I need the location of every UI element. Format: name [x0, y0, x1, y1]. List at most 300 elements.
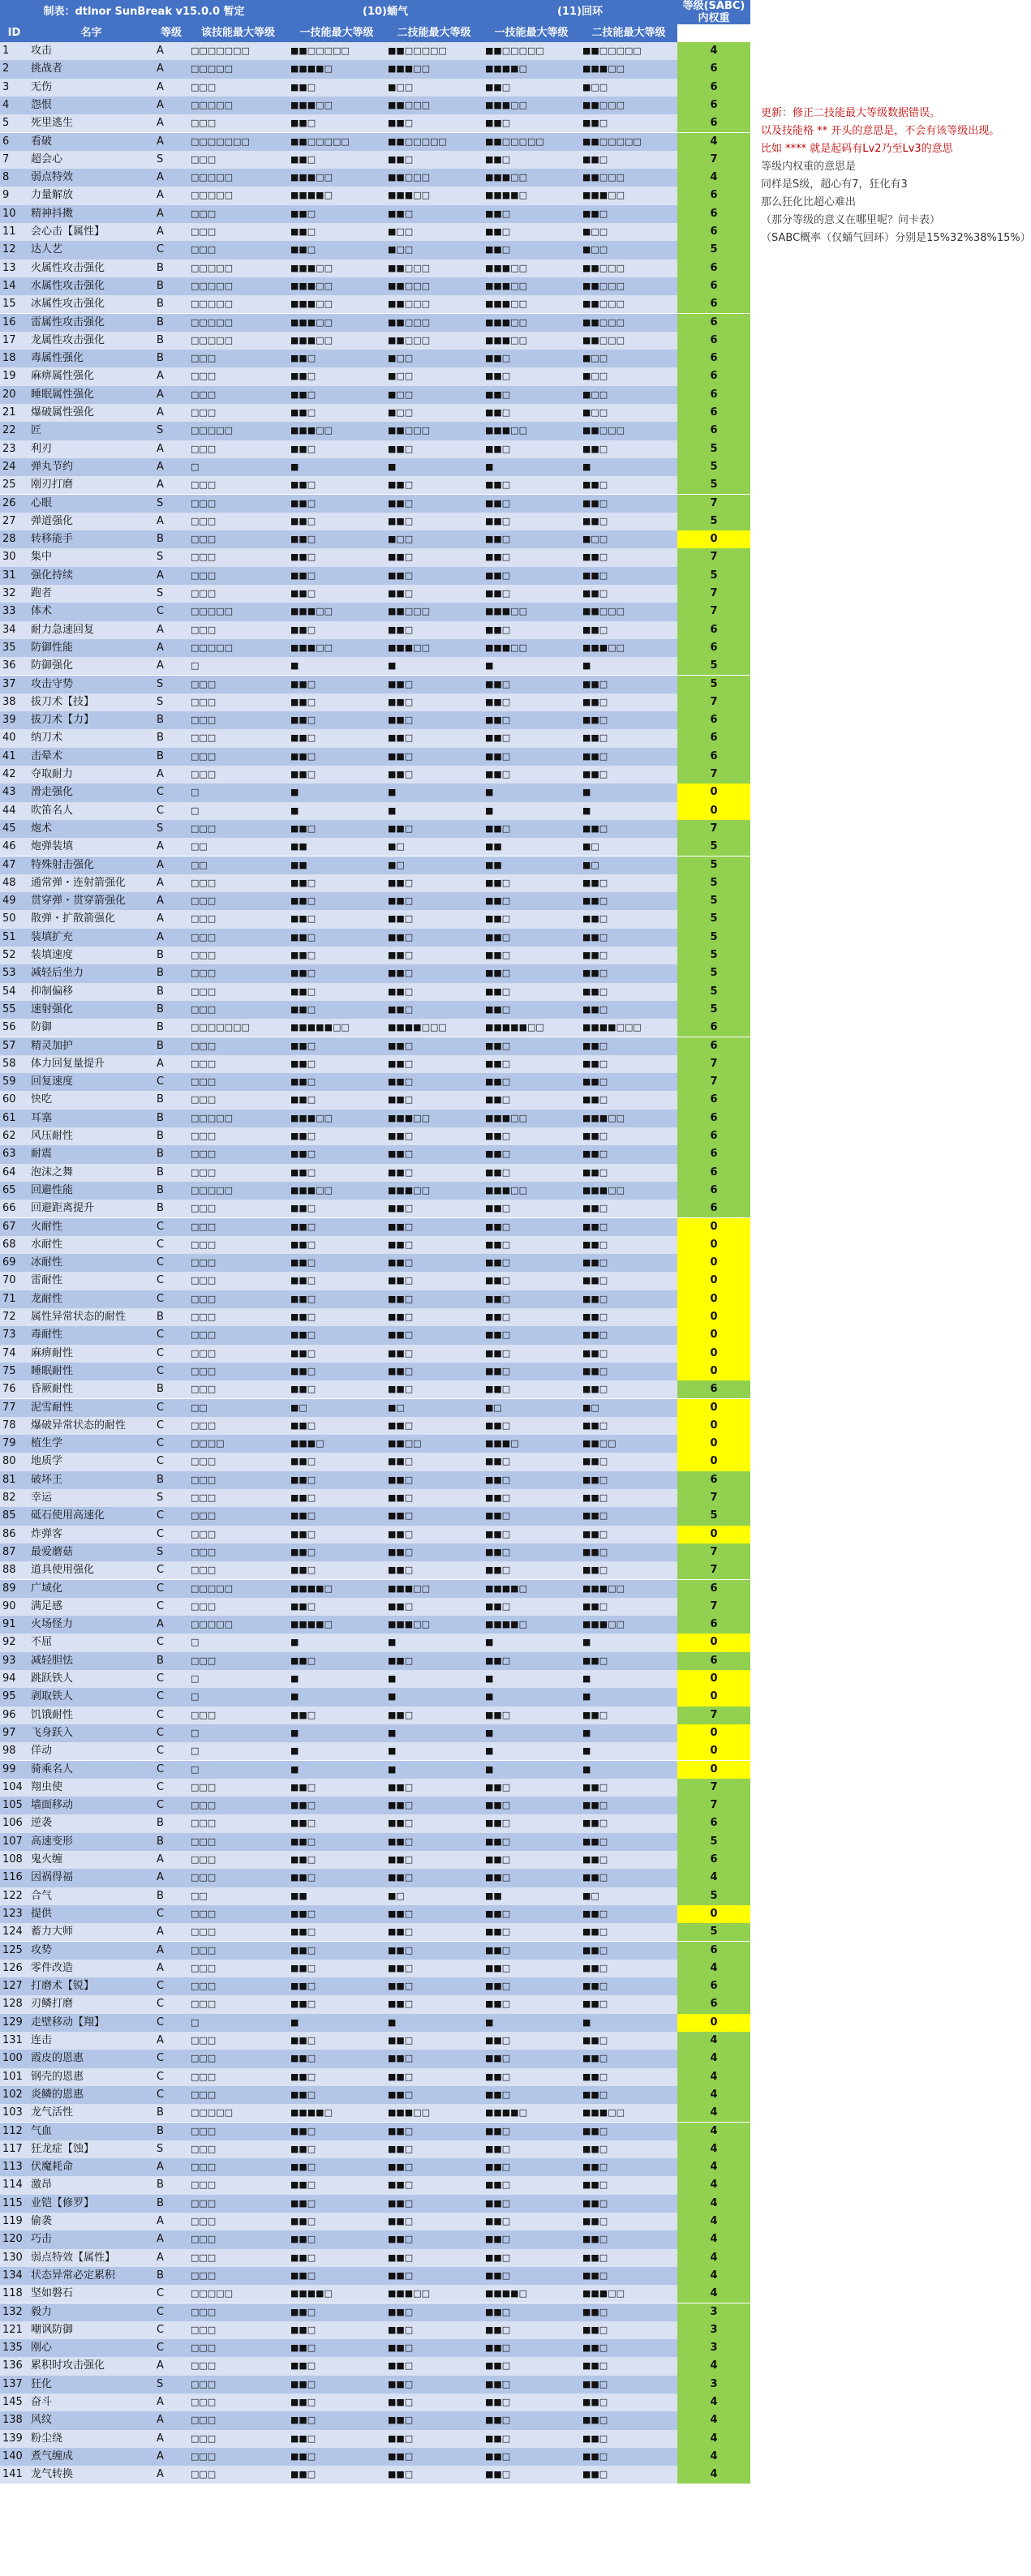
table-cell: ■■□ [580, 2158, 677, 2176]
table-cell: ■■□□□□□ [288, 133, 385, 151]
rank-weight: 5 [677, 241, 750, 259]
table-cell: ■□ [580, 857, 677, 874]
table-cell: ■■□□□ [580, 260, 677, 277]
table-cell: □□□ [188, 1164, 288, 1182]
rank-weight: 6 [677, 1164, 750, 1182]
table-cell: 跑者 [28, 585, 154, 603]
table-cell: ■■□□□ [580, 603, 677, 620]
rank-weight: 6 [677, 97, 750, 114]
rank-weight: 0 [677, 1399, 750, 1417]
rank-weight: 0 [677, 1308, 750, 1326]
table-cell: □□□ [188, 513, 288, 530]
table-cell: 麻痹属性强化 [28, 367, 154, 385]
table-cell: □□□ [188, 1272, 288, 1290]
table-cell: □□□ [188, 748, 288, 766]
table-cell: 23 [0, 440, 28, 458]
table-cell: ■■□ [288, 2032, 385, 2050]
table-cell: 15 [0, 295, 28, 313]
table-cell: ■■□ [483, 2230, 580, 2248]
rank-weight: 0 [677, 1453, 750, 1470]
table-cell: 72 [0, 1308, 28, 1326]
rank-weight: 6 [677, 1091, 750, 1109]
table-cell: 火属性攻击强化 [28, 260, 154, 277]
table-cell: ■■□ [385, 1055, 483, 1073]
rank-weight: 0 [677, 1905, 750, 1923]
table-cell: 5 [0, 114, 28, 132]
table-cell: ■■■■□ [288, 187, 385, 204]
table-cell: 7 [0, 151, 28, 169]
rank-weight: 7 [677, 1543, 750, 1561]
table-cell: A [154, 874, 188, 892]
table-cell: ■■□ [288, 1833, 385, 1851]
table-cell: ■■□ [580, 1779, 677, 1797]
table-cell: B [154, 1814, 188, 1832]
table-cell: ■■□ [385, 1363, 483, 1380]
table-cell: 37 [0, 676, 28, 693]
table-cell: □□□ [188, 2176, 288, 2194]
table-cell: □□□ [188, 205, 288, 223]
table-cell: ■■□ [288, 874, 385, 892]
table-cell: ■■□ [288, 2050, 385, 2067]
table-cell: 雷耐性 [28, 1272, 154, 1290]
table-cell: ■■■□□ [483, 295, 580, 313]
table-cell: ■■□ [483, 1797, 580, 1814]
table-cell: ■■□ [483, 1453, 580, 1470]
table-cell: C [154, 1779, 188, 1797]
table-cell: B [154, 1019, 188, 1037]
table-cell: ■■□ [580, 567, 677, 585]
table-cell: ■■□ [288, 1164, 385, 1182]
table-cell: 78 [0, 1417, 28, 1435]
table-cell: ■■□ [288, 2448, 385, 2466]
rank-weight: 4 [677, 2285, 750, 2303]
table-cell: ■■□ [483, 548, 580, 566]
table-cell: C [154, 2050, 188, 2067]
table-cell: □ [188, 1724, 288, 1742]
table-cell: ■■■□□ [483, 260, 580, 277]
table-cell: 匠 [28, 422, 154, 440]
table-cell: ■ [580, 657, 677, 675]
table-cell: ■■□ [580, 2321, 677, 2339]
table-cell: ■■□ [385, 2086, 483, 2104]
table-cell: ■■□ [288, 2068, 385, 2086]
table-cell: ■ [385, 1670, 483, 1688]
table-cell: ■■■■■□□ [483, 1019, 580, 1037]
table-cell: 102 [0, 2086, 28, 2104]
table-cell: ■■□ [385, 874, 483, 892]
table-cell: ■■□ [288, 1345, 385, 1363]
table-cell: ■■■□□ [580, 2104, 677, 2122]
table-cell: ■■□ [288, 2158, 385, 2176]
table-cell: ■■□ [580, 766, 677, 784]
table-cell: ■■□ [580, 1814, 677, 1832]
table-cell: ■■■■□ [483, 187, 580, 204]
table-cell: A [154, 2213, 188, 2230]
table-cell: C [154, 1290, 188, 1308]
table-cell: C [154, 1670, 188, 1688]
table-cell: 21 [0, 404, 28, 422]
table-cell: A [154, 1869, 188, 1887]
table-cell: C [154, 1272, 188, 1290]
table-cell: 龙耐性 [28, 1290, 154, 1308]
table-cell: ■■□ [580, 2123, 677, 2140]
table-cell: □□□ [188, 2448, 288, 2466]
table-cell: ■■□ [288, 1526, 385, 1543]
table-cell: □□□ [188, 1453, 288, 1470]
table-cell: □□□ [188, 1797, 288, 1814]
table-cell: B [154, 1037, 188, 1055]
table-cell: 33 [0, 603, 28, 620]
table-cell: □□□□□□□ [188, 42, 288, 60]
rank-weight: 4 [677, 2213, 750, 2230]
table-cell: 118 [0, 2285, 28, 2303]
table-cell: ■■□ [385, 2411, 483, 2429]
table-cell: ■ [483, 458, 580, 476]
table-cell: ■■□ [580, 1977, 677, 1995]
table-cell: ■■□ [580, 2195, 677, 2213]
table-cell: 28 [0, 530, 28, 548]
table-cell: 47 [0, 857, 28, 874]
table-cell: ■■□ [288, 440, 385, 458]
table-cell: ■ [483, 1761, 580, 1779]
table-cell: ■■□ [483, 2050, 580, 2067]
table-cell: ■■□ [580, 1164, 677, 1182]
table-cell: ■■□ [483, 1652, 580, 1670]
table-cell: ■■□ [288, 2303, 385, 2321]
table-cell: 113 [0, 2158, 28, 2176]
table-cell: ■■□ [483, 1073, 580, 1091]
table-cell: 奋斗 [28, 2394, 154, 2411]
table-cell: 92 [0, 1634, 28, 1651]
rank-weight: 7 [677, 1055, 750, 1073]
table-cell: A [154, 1851, 188, 1869]
rank-weight: 5 [677, 440, 750, 458]
table-cell: ■■□ [580, 1995, 677, 2013]
table-cell: 龙气活性 [28, 2104, 154, 2122]
table-cell: ■■□ [385, 2466, 483, 2484]
table-cell: 79 [0, 1435, 28, 1453]
table-cell: ■■□ [483, 2068, 580, 2086]
rank-weight: 6 [677, 187, 750, 204]
table-cell: ■■□ [580, 748, 677, 766]
table-cell: 108 [0, 1851, 28, 1869]
table-cell: 爆破异常状态的耐性 [28, 1417, 154, 1435]
table-cell: 精神抖擞 [28, 205, 154, 223]
table-cell: ■■□ [483, 2357, 580, 2375]
rank-weight: 6 [677, 1110, 750, 1127]
table-cell: ■■□ [385, 1995, 483, 2013]
table-cell: A [154, 223, 188, 241]
rank-weight: 6 [677, 295, 750, 313]
table-cell: □□□□□□□ [188, 133, 288, 151]
table-cell: □□□□□ [188, 295, 288, 313]
table-cell: ■■□□ [385, 1435, 483, 1453]
table-cell: 佯动 [28, 1742, 154, 1760]
table-cell: ■■□ [288, 1995, 385, 2013]
table-cell: 墙面移动 [28, 1797, 154, 1814]
table-cell: 业铠【修罗】 [28, 2195, 154, 2213]
table-cell: A [154, 1942, 188, 1960]
rank-weight: 6 [677, 729, 750, 747]
table-cell: ■■□ [288, 2195, 385, 2213]
table-cell: □ [188, 1688, 288, 1706]
table-cell: ■■□ [483, 2158, 580, 2176]
note-line: 那么狂化比超心难出 [761, 196, 857, 208]
table-cell: ■■□ [385, 1290, 483, 1308]
table-cell: A [154, 1923, 188, 1941]
table-cell: ■■ [288, 857, 385, 874]
table-cell: ■■□ [483, 766, 580, 784]
table-cell: ■■□ [385, 2176, 483, 2194]
table-cell: □□□ [188, 1308, 288, 1326]
table-cell: □□□ [188, 1290, 288, 1308]
table-cell: B [154, 2123, 188, 2140]
table-cell: ■■■□□ [288, 97, 385, 114]
table-cell: 63 [0, 1145, 28, 1163]
table-cell: ■■□ [483, 1290, 580, 1308]
table-cell: □□□ [188, 2339, 288, 2357]
table-cell: 122 [0, 1887, 28, 1905]
table-cell: □□□ [188, 367, 288, 385]
table-cell: ■■□ [288, 947, 385, 964]
table-cell: C [154, 1742, 188, 1760]
table-cell: ■□□ [385, 367, 483, 385]
table-cell: S [154, 820, 188, 838]
table-cell: □□□ [188, 585, 288, 603]
table-cell: ■□□ [580, 530, 677, 548]
table-cell: ■■■□□ [385, 2104, 483, 2122]
table-cell: ■■□ [385, 2213, 483, 2230]
table-cell: ■■□□□ [385, 422, 483, 440]
table-cell: ■■□ [385, 151, 483, 169]
table-cell: ■■□ [385, 711, 483, 729]
table-cell: ■■□ [288, 1037, 385, 1055]
table-cell: ■■□ [580, 1869, 677, 1887]
table-cell: ■■□ [580, 1091, 677, 1109]
table-cell: ■□□ [385, 350, 483, 367]
table-cell: ■■□ [385, 929, 483, 947]
table-cell: ■■□□□ [580, 277, 677, 295]
table-cell: ■■■□□ [385, 639, 483, 657]
table-cell: 44 [0, 802, 28, 820]
table-cell: C [154, 603, 188, 620]
table-cell: ■■□ [483, 2213, 580, 2230]
table-cell: 125 [0, 1942, 28, 1960]
table-cell: ■■□ [288, 1326, 385, 1344]
table-cell: □□ [188, 1887, 288, 1905]
table-cell: ■■■□□ [483, 169, 580, 187]
table-cell: 41 [0, 748, 28, 766]
table-cell: ■■□ [483, 748, 580, 766]
table-cell: ■ [580, 1761, 677, 1779]
rank-weight: 5 [677, 892, 750, 910]
table-cell: ■■□ [288, 2394, 385, 2411]
table-cell: C [154, 1561, 188, 1579]
table-cell: ■■□ [483, 2195, 580, 2213]
rank-weight: 0 [677, 784, 750, 801]
table-cell: ■■■□□ [288, 314, 385, 332]
table-cell: ■■□ [580, 2176, 677, 2194]
table-cell: C [154, 1399, 188, 1417]
table-cell: 13 [0, 260, 28, 277]
table-cell: ■■□ [580, 1308, 677, 1326]
table-cell: ■■□ [483, 1905, 580, 1923]
table-cell: 115 [0, 2195, 28, 2213]
table-cell: 集中 [28, 548, 154, 566]
table-cell: B [154, 1471, 188, 1489]
table-cell: ■■□ [385, 2339, 483, 2357]
rank-weight: 6 [677, 1200, 750, 1217]
rank-weight: 6 [677, 367, 750, 385]
rank-weight: 4 [677, 133, 750, 151]
table-cell: □□□□□ [188, 1616, 288, 1634]
table-cell: ■■□ [288, 2140, 385, 2158]
table-cell: ■■□ [580, 2448, 677, 2466]
table-cell: □□□ [188, 1960, 288, 1977]
table-cell: 弹丸节约 [28, 458, 154, 476]
table-cell: 累积时攻击强化 [28, 2357, 154, 2375]
rank-weight: 5 [677, 1507, 750, 1525]
table-cell: ■■□ [385, 2032, 483, 2050]
table-cell: 特殊射击强化 [28, 857, 154, 874]
table-cell: A [154, 169, 188, 187]
table-cell: ■■□ [580, 2140, 677, 2158]
table-cell: ■ [385, 1724, 483, 1742]
table-cell: 52 [0, 947, 28, 964]
table-cell: □□□ [188, 241, 288, 259]
rank-weight: 6 [677, 1019, 750, 1037]
table-cell: ■■□ [385, 766, 483, 784]
rank-weight: 6 [677, 260, 750, 277]
table-cell: ■□□ [580, 223, 677, 241]
table-cell: ■■□ [483, 1218, 580, 1236]
table-cell: ■■■□□ [385, 187, 483, 204]
table-cell: 117 [0, 2140, 28, 2158]
table-cell: A [154, 404, 188, 422]
table-cell: 40 [0, 729, 28, 747]
table-cell: 速射强化 [28, 1001, 154, 1019]
table-cell: ■■□ [483, 1851, 580, 1869]
rank-weight: 6 [677, 1616, 750, 1634]
table-cell: ■■■□□ [288, 277, 385, 295]
rank-weight: 5 [677, 1833, 750, 1851]
table-cell: ■■□ [385, 1779, 483, 1797]
table-cell: 114 [0, 2176, 28, 2194]
table-cell: ■■□ [580, 513, 677, 530]
table-cell: 回避距离提升 [28, 1200, 154, 1217]
table-cell: 装填速度 [28, 947, 154, 964]
table-cell: A [154, 766, 188, 784]
rank-weight: 0 [677, 530, 750, 548]
table-cell: ■■□ [580, 1471, 677, 1489]
table-cell: 弱点特效 [28, 169, 154, 187]
table-cell: 131 [0, 2032, 28, 2050]
table-cell: ■■□ [483, 1960, 580, 1977]
table-cell: 57 [0, 1037, 28, 1055]
table-cell: ■■□ [288, 693, 385, 711]
table-cell: 不屈 [28, 1634, 154, 1651]
col-header-s2: 二技能最大等级 [580, 24, 677, 42]
table-cell: ■■□ [288, 1707, 385, 1724]
table-cell: ■■□ [385, 2430, 483, 2448]
table-cell: ■□□ [385, 79, 483, 97]
table-cell: ■■□ [288, 748, 385, 766]
table-cell: 狂化 [28, 2376, 154, 2394]
table-cell: 炸弹客 [28, 1526, 154, 1543]
table-cell: ■■□ [385, 1272, 483, 1290]
table-cell: 48 [0, 874, 28, 892]
table-cell: ■ [483, 784, 580, 801]
rank-weight: 4 [677, 2086, 750, 2104]
table-cell: □□□ [188, 1363, 288, 1380]
table-cell: ■■□ [483, 1272, 580, 1290]
note-line: （那分等级的意义在哪里呢？问卡表） [761, 214, 941, 226]
table-cell: □□□□□ [188, 169, 288, 187]
table-cell: 爆破属性强化 [28, 404, 154, 422]
table-cell: B [154, 2195, 188, 2213]
table-cell: 剥取铁人 [28, 1688, 154, 1706]
table-cell: ■■□ [483, 1869, 580, 1887]
table-cell: ■■■■□ [288, 1580, 385, 1598]
table-cell: ■■□ [580, 2303, 677, 2321]
table-cell: ■□□ [580, 241, 677, 259]
table-cell: ■■□ [385, 2448, 483, 2466]
table-cell: 51 [0, 929, 28, 947]
table-cell: ■ [288, 458, 385, 476]
table-cell: □□□ [188, 1995, 288, 2013]
table-cell: □□□□□ [188, 2285, 288, 2303]
table-cell: ■■□ [385, 2140, 483, 2158]
table-cell: 植生学 [28, 1435, 154, 1453]
table-cell: 55 [0, 1001, 28, 1019]
table-cell: ■■□ [580, 495, 677, 513]
table-cell: ■■□□□□□ [385, 42, 483, 60]
table-cell: ■■□ [385, 1960, 483, 1977]
table-cell: ■■□ [580, 1073, 677, 1091]
table-cell: 65 [0, 1182, 28, 1200]
table-cell: ■■■■□ [288, 1616, 385, 1634]
table-cell: 龙气转换 [28, 2466, 154, 2484]
table-cell: 105 [0, 1797, 28, 1814]
table-cell: 27 [0, 513, 28, 530]
table-cell: ■■□ [580, 2376, 677, 2394]
table-cell: 散弹・扩散箭强化 [28, 910, 154, 928]
table-cell: ■■□ [483, 205, 580, 223]
table-cell: ■■□ [385, 947, 483, 964]
rank-weight: 0 [677, 1761, 750, 1779]
rank-weight: 5 [677, 1887, 750, 1905]
table-cell: □□□ [188, 567, 288, 585]
table-cell: A [154, 838, 188, 856]
table-cell: ■■□ [580, 621, 677, 639]
table-cell: ■ [288, 1724, 385, 1742]
table-cell: C [154, 1453, 188, 1470]
table-cell: ■■□ [385, 1923, 483, 1941]
rank-weight: 5 [677, 513, 750, 530]
table-cell: 体力回复量提升 [28, 1055, 154, 1073]
table-cell: 141 [0, 2466, 28, 2484]
rank-weight: 4 [677, 2357, 750, 2375]
table-cell: ■■□ [288, 1001, 385, 1019]
rank-weight: 5 [677, 947, 750, 964]
table-cell: ■■□ [580, 874, 677, 892]
table-cell: 道具使用强化 [28, 1561, 154, 1579]
table-cell: 126 [0, 1960, 28, 1977]
table-cell: S [154, 585, 188, 603]
table-cell: A [154, 2448, 188, 2466]
rank-weight: 7 [677, 693, 750, 711]
table-cell: ■■□ [483, 874, 580, 892]
